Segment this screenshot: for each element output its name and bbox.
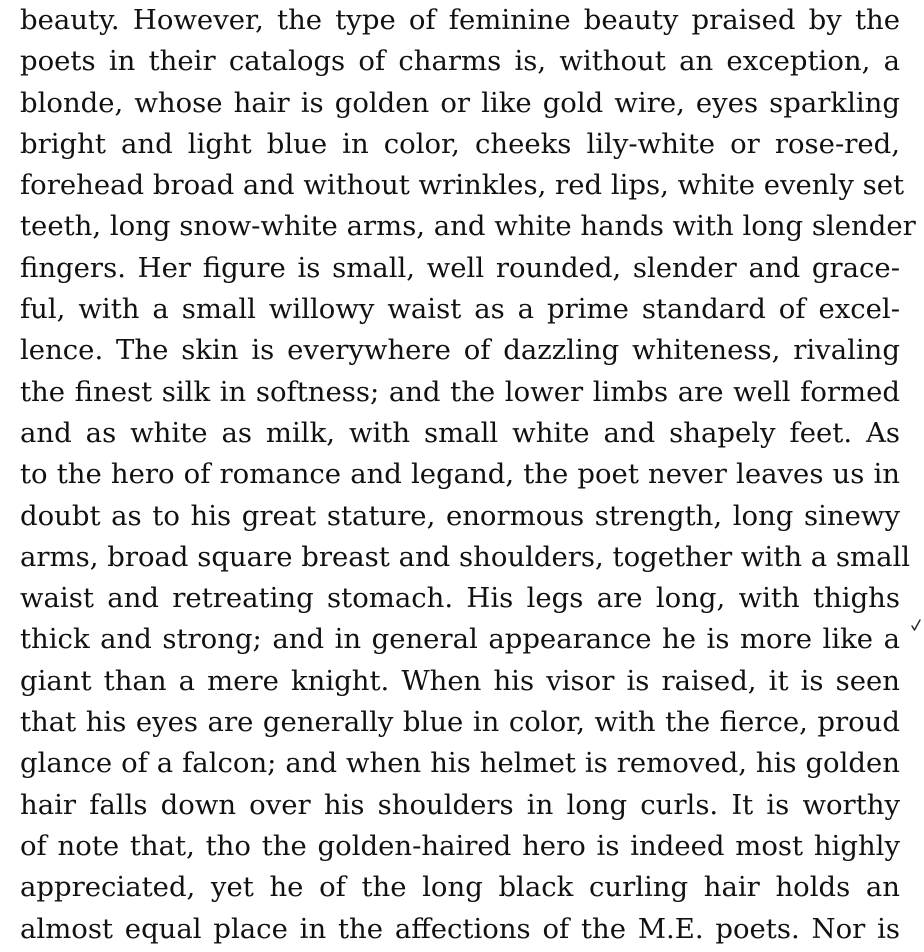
text-line: waist and retreating stomach. His legs are long, with thighs (20, 582, 900, 615)
margin-check-mark-icon (911, 618, 921, 634)
text-line: lence. The skin is everywhere of dazzling whiteness, rivaling (20, 334, 900, 367)
text-line: poets in their catalogs of charms is, without an exception, a (20, 45, 900, 78)
text-line: ful, with a small willowy waist as a prime standard of excel- (20, 293, 900, 326)
text-line: forehead broad and without wrinkles, red lips, white evenly set (20, 169, 905, 202)
text-line: glance of a falcon; and when his helmet is removed, his golden (20, 747, 900, 780)
text-line: of note that, tho the golden-haired hero is indeed most highly (20, 829, 900, 862)
text-line: that his eyes are generally blue in color, with the fierce, proud (20, 706, 900, 739)
text-line: teeth, long snow-white arms, and white hands with long slender (20, 210, 916, 243)
text-line: hair falls down over his shoulders in long curls. It is worthy (20, 788, 900, 821)
text-line: blonde, whose hair is golden or like gold wire, eyes sparkling (20, 86, 900, 119)
text-line: the finest silk in softness; and the lower limbs are well formed (20, 375, 900, 408)
body-text (20, 0, 916, 950)
text-line: giant than a mere knight. When his visor is raised, it is seen (20, 664, 900, 697)
text-line: arms, broad square breast and shoulders, together with a small (20, 540, 911, 573)
text-line: to the hero of romance and legand, the poet never leaves us in (20, 458, 900, 491)
text-line: fingers. Her figure is small, well rounded, slender and grace- (20, 251, 900, 284)
text-line: and as white as milk, with small white and shapely feet. As (20, 416, 900, 449)
text-line: thick and strong; and in general appearance he is more like a (20, 623, 900, 656)
text-line: bright and light blue in color, cheeks lily-white or rose-red, (20, 127, 900, 160)
text-line: appreciated, yet he of the long black curling hair holds an (20, 871, 900, 904)
text-line: beauty. However, the type of feminine beauty praised by the (20, 4, 900, 36)
text-line: almost equal place in the affections of the M.E. poets. Nor is (20, 912, 900, 945)
text-line: doubt as to his great stature, enormous strength, long sinewy (20, 499, 900, 532)
